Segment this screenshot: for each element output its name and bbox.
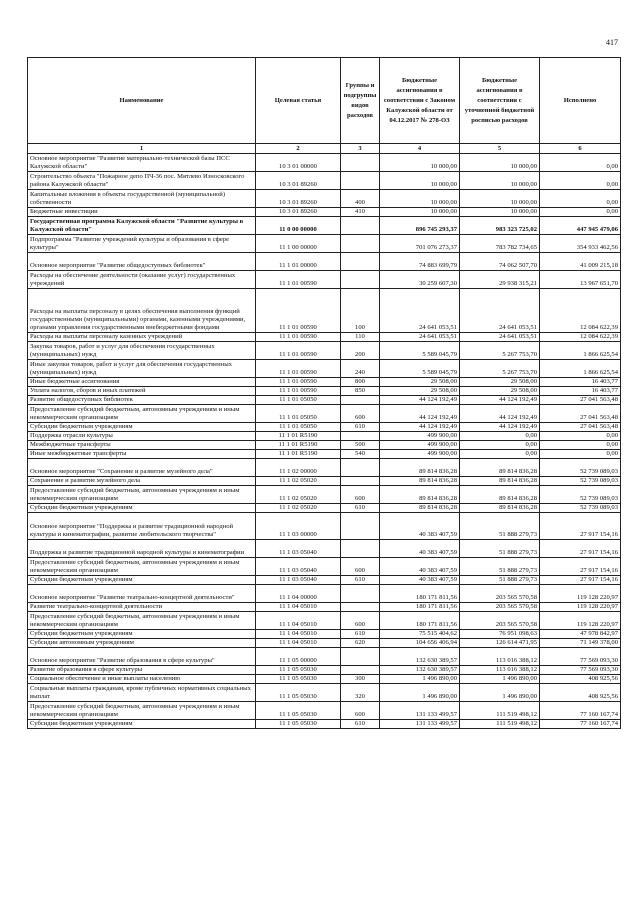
cell-updated-allocation: 0,00 — [460, 441, 540, 450]
table-row — [28, 235, 621, 253]
cell-updated-allocation: 5 267 753,70 — [460, 360, 540, 378]
cell-name: Субсидии бюджетным учреждениям — [28, 504, 256, 513]
cell-updated-allocation: 29 508,00 — [460, 378, 540, 387]
cell-expense-group: 800 — [341, 378, 380, 387]
cell-expense-group — [341, 432, 380, 441]
cell-target-article: 11 1 05 00000 — [256, 648, 341, 666]
cell-executed: 77 569 093,30 — [540, 648, 621, 666]
cell-target-article: 11 1 02 05020 — [256, 477, 341, 486]
cell-expense-group: 610 — [341, 630, 380, 639]
table-row — [28, 486, 621, 504]
cell-expense-group — [341, 648, 380, 666]
cell-executed: 47 978 842,97 — [540, 630, 621, 639]
cell-target-article: 11 1 05 05030 — [256, 666, 341, 675]
cell-target-article: 11 1 04 00000 — [256, 585, 341, 603]
cell-expense-group — [341, 513, 380, 540]
cell-law-allocation: 1 496 890,00 — [380, 675, 460, 684]
cell-expense-group: 100 — [341, 289, 380, 333]
cell-updated-allocation: 89 814 836,28 — [460, 459, 540, 477]
cell-expense-group: 610 — [341, 423, 380, 432]
table-row — [28, 504, 621, 513]
cell-law-allocation: 89 814 836,28 — [380, 486, 460, 504]
cell-target-article: 11 1 00 00000 — [256, 235, 341, 253]
cell-executed: 12 084 622,39 — [540, 289, 621, 333]
cell-law-allocation: 10 000,00 — [380, 190, 460, 208]
table-row — [28, 423, 621, 432]
cell-target-article: 11 1 05 05030 — [256, 684, 341, 702]
cell-executed: 52 739 089,03 — [540, 459, 621, 477]
table-header — [28, 58, 621, 144]
header-law-allocations: Бюджетные ассигнования в соответствии с Законом Калужской области от 04.12.2017 № 278-ОЗ — [380, 58, 460, 144]
cell-updated-allocation: 10 000,00 — [460, 190, 540, 208]
cell-expense-group: 110 — [341, 333, 380, 342]
cell-law-allocation: 131 133 499,57 — [380, 720, 460, 729]
cell-law-allocation: 180 171 811,56 — [380, 585, 460, 603]
cell-name: Строительство объекта "Пожарное депо ПЧ-36 пос. Мятлево Износковского района Калужской области" — [28, 172, 256, 190]
cell-expense-group — [341, 585, 380, 603]
cell-target-article: 11 1 01 R5190 — [256, 432, 341, 441]
table-row — [28, 387, 621, 396]
table-body — [28, 154, 621, 729]
table-row — [28, 684, 621, 702]
cell-name: Субсидии бюджетным учреждениям — [28, 423, 256, 432]
cell-executed: 27 041 563,48 — [540, 423, 621, 432]
cell-updated-allocation: 0,00 — [460, 432, 540, 441]
cell-name: Развитие образования в сфере культуры — [28, 666, 256, 675]
cell-updated-allocation: 24 641 053,51 — [460, 333, 540, 342]
cell-expense-group — [341, 477, 380, 486]
cell-updated-allocation: 74 062 507,70 — [460, 253, 540, 271]
page-number: 417 — [606, 38, 618, 47]
cell-expense-group: 500 — [341, 441, 380, 450]
cell-name: Основное мероприятие "Развитие материально-технической базы ПСС Калужской области" — [28, 154, 256, 172]
cell-law-allocation: 132 630 389,57 — [380, 648, 460, 666]
cell-expense-group: 600 — [341, 486, 380, 504]
header-executed: Исполнено — [540, 58, 621, 144]
cell-expense-group: 240 — [341, 360, 380, 378]
cell-law-allocation: 10 000,00 — [380, 154, 460, 172]
cell-name: Основное мероприятие "Сохранение и развитие музейного дела" — [28, 459, 256, 477]
cell-name: Субсидии бюджетным учреждениям — [28, 720, 256, 729]
cell-executed: 0,00 — [540, 172, 621, 190]
cell-executed: 119 128 220,97 — [540, 585, 621, 603]
column-number: 1 — [28, 144, 256, 154]
cell-expense-group: 600 — [341, 558, 380, 576]
header-expense-group: Группы и подгруппы видов расходов — [341, 58, 380, 144]
cell-name: Расходы на выплаты персоналу в целях обеспечения выполнения функций государственными (муниципальными) органами, казенными учреждениями, органами управления государственными внебюджетными фондами — [28, 289, 256, 333]
cell-expense-group: 850 — [341, 387, 380, 396]
cell-law-allocation: 499 900,00 — [380, 432, 460, 441]
cell-name: Основное мероприятие "Развитие образования в сфере культуры" — [28, 648, 256, 666]
table-row — [28, 603, 621, 612]
cell-name: Основное мероприятие "Развитие театрально-концертной деятельности" — [28, 585, 256, 603]
cell-updated-allocation: 10 000,00 — [460, 154, 540, 172]
cell-executed: 0,00 — [540, 208, 621, 217]
cell-name: Предоставление субсидий бюджетным, автономным учреждениям и иным некоммерческим организациям — [28, 558, 256, 576]
cell-target-article: 10 3 01 00000 — [256, 154, 341, 172]
cell-updated-allocation: 5 267 753,70 — [460, 342, 540, 360]
table-row — [28, 576, 621, 585]
cell-name: Расходы на обеспечение деятельности (оказание услуг) государственных учреждений — [28, 271, 256, 289]
column-number: 4 — [380, 144, 460, 154]
column-number: 2 — [256, 144, 341, 154]
cell-executed: 16 403,77 — [540, 387, 621, 396]
cell-updated-allocation: 24 641 053,51 — [460, 289, 540, 333]
cell-target-article: 11 1 05 05030 — [256, 720, 341, 729]
cell-law-allocation: 30 259 607,30 — [380, 271, 460, 289]
cell-executed: 16 403,77 — [540, 378, 621, 387]
cell-name: Основное мероприятие "Развитие общедоступных библиотек" — [28, 253, 256, 271]
cell-executed: 77 160 167,74 — [540, 702, 621, 720]
table-row — [28, 666, 621, 675]
cell-target-article: 11 1 01 00590 — [256, 387, 341, 396]
cell-target-article: 11 1 04 05010 — [256, 639, 341, 648]
cell-updated-allocation: 0,00 — [460, 450, 540, 459]
cell-name: Предоставление субсидий бюджетным, автономным учреждениям и иным некоммерческим организациям — [28, 486, 256, 504]
cell-executed: 52 739 089,03 — [540, 477, 621, 486]
cell-updated-allocation: 76 951 098,63 — [460, 630, 540, 639]
cell-executed: 1 866 625,54 — [540, 342, 621, 360]
cell-updated-allocation: 89 814 836,28 — [460, 486, 540, 504]
cell-law-allocation: 10 000,00 — [380, 172, 460, 190]
cell-expense-group — [341, 172, 380, 190]
cell-expense-group — [341, 235, 380, 253]
table-row — [28, 396, 621, 405]
cell-target-article: 11 1 02 05020 — [256, 504, 341, 513]
table-row — [28, 360, 621, 378]
cell-name: Развитие общедоступных библиотек — [28, 396, 256, 405]
table-row — [28, 289, 621, 333]
table-row — [28, 333, 621, 342]
table-row — [28, 450, 621, 459]
cell-target-article: 11 1 01 00590 — [256, 342, 341, 360]
cell-updated-allocation: 113 016 388,12 — [460, 648, 540, 666]
cell-name: Сохранение и развитие музейного дела — [28, 477, 256, 486]
cell-updated-allocation: 111 519 498,12 — [460, 720, 540, 729]
cell-executed: 408 925,56 — [540, 675, 621, 684]
table-row — [28, 271, 621, 289]
cell-target-article: 11 1 05 05030 — [256, 675, 341, 684]
cell-updated-allocation: 29 508,00 — [460, 387, 540, 396]
cell-name: Социальное обеспечение и иные выплаты населению — [28, 675, 256, 684]
cell-name: Подпрограмма "Развитие учреждений культуры и образования в сфере культуры" — [28, 235, 256, 253]
cell-target-article: 11 1 01 05050 — [256, 396, 341, 405]
cell-executed: 52 739 089,03 — [540, 504, 621, 513]
cell-name: Расходы на выплаты персоналу казенных учреждений — [28, 333, 256, 342]
cell-name: Основное мероприятие "Поддержка и развитие традиционной народной культуры и кинематографии, развитие любительского творчества" — [28, 513, 256, 540]
cell-executed: 0,00 — [540, 450, 621, 459]
cell-expense-group: 600 — [341, 405, 380, 423]
cell-name: Социальные выплаты гражданам, кроме публичных нормативных социальных выплат — [28, 684, 256, 702]
cell-name: Предоставление субсидий бюджетным, автономным учреждениям и иным некоммерческим организациям — [28, 612, 256, 630]
table-row — [28, 612, 621, 630]
cell-executed: 27 041 563,48 — [540, 396, 621, 405]
cell-target-article: 11 1 03 05040 — [256, 558, 341, 576]
cell-law-allocation: 40 383 407,59 — [380, 513, 460, 540]
cell-updated-allocation: 51 888 279,73 — [460, 558, 540, 576]
cell-expense-group — [341, 253, 380, 271]
cell-target-article: 11 1 03 00000 — [256, 513, 341, 540]
cell-expense-group — [341, 217, 380, 235]
cell-law-allocation: 499 900,00 — [380, 450, 460, 459]
cell-law-allocation: 896 745 293,37 — [380, 217, 460, 235]
cell-name: Капитальные вложения в объекты государственной (муниципальной) собственности — [28, 190, 256, 208]
table-row — [28, 702, 621, 720]
budget-table — [27, 57, 621, 729]
cell-name: Государственная программа Калужской области "Развитие культуры в Калужской области" — [28, 217, 256, 235]
cell-target-article: 10 3 01 89260 — [256, 208, 341, 217]
cell-updated-allocation: 203 565 570,58 — [460, 585, 540, 603]
table-row — [28, 378, 621, 387]
cell-executed: 71 149 378,00 — [540, 639, 621, 648]
cell-updated-allocation: 113 016 388,12 — [460, 666, 540, 675]
cell-expense-group — [341, 459, 380, 477]
cell-executed: 27 917 154,16 — [540, 558, 621, 576]
cell-executed: 12 084 622,39 — [540, 333, 621, 342]
cell-law-allocation: 132 630 389,57 — [380, 666, 460, 675]
cell-updated-allocation: 1 496 890,00 — [460, 675, 540, 684]
cell-updated-allocation: 89 814 836,28 — [460, 477, 540, 486]
header-updated-allocations: Бюджетные ассигнования в соответствии с уточненной бюджетной росписью расходов — [460, 58, 540, 144]
cell-target-article: 11 1 02 05020 — [256, 486, 341, 504]
cell-executed: 27 041 563,48 — [540, 405, 621, 423]
table-row — [28, 441, 621, 450]
table-row — [28, 639, 621, 648]
cell-law-allocation: 499 900,00 — [380, 441, 460, 450]
cell-updated-allocation: 10 000,00 — [460, 172, 540, 190]
cell-law-allocation: 29 508,00 — [380, 387, 460, 396]
table-row — [28, 217, 621, 235]
header-target-article: Целевая статья — [256, 58, 341, 144]
cell-expense-group: 610 — [341, 720, 380, 729]
cell-updated-allocation: 126 614 471,95 — [460, 639, 540, 648]
cell-target-article: 11 1 01 00590 — [256, 271, 341, 289]
table-row — [28, 154, 621, 172]
cell-executed: 27 917 154,16 — [540, 513, 621, 540]
cell-law-allocation: 5 589 045,79 — [380, 342, 460, 360]
cell-target-article: 11 0 00 00000 — [256, 217, 341, 235]
table-row — [28, 720, 621, 729]
cell-target-article: 11 1 03 05040 — [256, 540, 341, 558]
cell-executed: 354 933 462,56 — [540, 235, 621, 253]
cell-updated-allocation: 983 323 725,02 — [460, 217, 540, 235]
cell-law-allocation: 74 883 699,79 — [380, 253, 460, 271]
table-row — [28, 190, 621, 208]
cell-name: Предоставление субсидий бюджетным, автономным учреждениям и иным некоммерческим организациям — [28, 405, 256, 423]
cell-name: Поддержка отрасли культуры — [28, 432, 256, 441]
cell-target-article: 11 1 01 05050 — [256, 405, 341, 423]
cell-executed: 27 917 154,16 — [540, 540, 621, 558]
cell-law-allocation: 180 171 811,56 — [380, 603, 460, 612]
cell-updated-allocation: 89 814 836,28 — [460, 504, 540, 513]
cell-law-allocation: 131 133 499,57 — [380, 702, 460, 720]
header-name: Наименование — [28, 58, 256, 144]
cell-name: Бюджетные инвестиции — [28, 208, 256, 217]
cell-law-allocation: 89 814 836,28 — [380, 477, 460, 486]
cell-updated-allocation: 111 519 498,12 — [460, 702, 540, 720]
cell-updated-allocation: 203 565 570,58 — [460, 612, 540, 630]
cell-name: Межбюджетные трансферты — [28, 441, 256, 450]
cell-executed: 0,00 — [540, 441, 621, 450]
cell-name: Субсидии автономным учреждениям — [28, 639, 256, 648]
table-row — [28, 172, 621, 190]
cell-law-allocation: 75 515 404,62 — [380, 630, 460, 639]
cell-target-article: 11 1 01 00590 — [256, 289, 341, 333]
table-row — [28, 585, 621, 603]
cell-law-allocation: 40 383 407,59 — [380, 558, 460, 576]
cell-law-allocation: 89 814 836,28 — [380, 504, 460, 513]
cell-target-article: 10 3 01 89260 — [256, 190, 341, 208]
cell-updated-allocation: 44 124 192,49 — [460, 423, 540, 432]
cell-target-article: 11 1 01 R5190 — [256, 450, 341, 459]
cell-expense-group: 200 — [341, 342, 380, 360]
cell-executed: 41 009 215,18 — [540, 253, 621, 271]
cell-law-allocation: 1 496 890,00 — [380, 684, 460, 702]
cell-law-allocation: 44 124 192,49 — [380, 396, 460, 405]
cell-executed: 27 917 154,16 — [540, 576, 621, 585]
column-number: 5 — [460, 144, 540, 154]
cell-updated-allocation: 51 888 279,73 — [460, 576, 540, 585]
cell-expense-group — [341, 603, 380, 612]
cell-name: Иные межбюджетные трансферты — [28, 450, 256, 459]
cell-updated-allocation: 1 496 890,00 — [460, 684, 540, 702]
cell-law-allocation: 40 383 407,59 — [380, 576, 460, 585]
cell-law-allocation: 5 589 045,79 — [380, 360, 460, 378]
cell-law-allocation: 104 656 406,94 — [380, 639, 460, 648]
cell-updated-allocation: 51 888 279,73 — [460, 513, 540, 540]
cell-target-article: 11 1 05 05030 — [256, 702, 341, 720]
cell-executed: 52 739 089,03 — [540, 486, 621, 504]
cell-executed: 119 128 220,97 — [540, 612, 621, 630]
cell-law-allocation: 40 383 407,59 — [380, 540, 460, 558]
cell-updated-allocation: 44 124 192,49 — [460, 405, 540, 423]
cell-law-allocation: 10 000,00 — [380, 208, 460, 217]
cell-expense-group: 610 — [341, 576, 380, 585]
cell-target-article: 11 1 02 00000 — [256, 459, 341, 477]
cell-law-allocation: 24 641 053,51 — [380, 289, 460, 333]
cell-expense-group: 620 — [341, 639, 380, 648]
cell-name: Субсидии бюджетным учреждениям — [28, 576, 256, 585]
cell-target-article: 11 1 04 05010 — [256, 612, 341, 630]
cell-expense-group — [341, 154, 380, 172]
cell-target-article: 11 1 01 05050 — [256, 423, 341, 432]
cell-name: Уплата налогов, сборов и иных платежей — [28, 387, 256, 396]
cell-expense-group — [341, 271, 380, 289]
cell-target-article: 11 1 04 05010 — [256, 630, 341, 639]
cell-name: Иные закупки товаров, работ и услуг для обеспечения государственных (муниципальных) нужд — [28, 360, 256, 378]
cell-executed: 447 945 479,06 — [540, 217, 621, 235]
cell-updated-allocation: 44 124 192,49 — [460, 396, 540, 405]
table-row — [28, 648, 621, 666]
cell-law-allocation: 44 124 192,49 — [380, 423, 460, 432]
cell-executed: 77 569 093,30 — [540, 666, 621, 675]
table-row — [28, 477, 621, 486]
cell-law-allocation: 24 641 053,51 — [380, 333, 460, 342]
cell-expense-group: 410 — [341, 208, 380, 217]
cell-target-article: 10 3 01 89260 — [256, 172, 341, 190]
cell-law-allocation: 89 814 836,28 — [380, 459, 460, 477]
cell-executed: 0,00 — [540, 432, 621, 441]
column-number: 3 — [341, 144, 380, 154]
table-row — [28, 540, 621, 558]
cell-name: Развитие театрально-концертной деятельности — [28, 603, 256, 612]
cell-name: Субсидии бюджетным учреждениям — [28, 630, 256, 639]
table-row — [28, 208, 621, 217]
cell-name: Закупка товаров, работ и услуг для обеспечения государственных (муниципальных) нужд — [28, 342, 256, 360]
table-row — [28, 630, 621, 639]
cell-expense-group — [341, 540, 380, 558]
table-row — [28, 253, 621, 271]
cell-expense-group — [341, 666, 380, 675]
table-row — [28, 675, 621, 684]
cell-executed: 119 128 220,97 — [540, 603, 621, 612]
cell-executed: 0,00 — [540, 190, 621, 208]
table-row — [28, 459, 621, 477]
cell-executed: 408 925,56 — [540, 684, 621, 702]
cell-target-article: 11 1 01 00590 — [256, 333, 341, 342]
cell-expense-group: 600 — [341, 702, 380, 720]
cell-target-article: 11 1 01 R5190 — [256, 441, 341, 450]
cell-executed: 1 866 625,54 — [540, 360, 621, 378]
cell-name: Поддержка и развитие традиционной народной культуры и кинематографии — [28, 540, 256, 558]
cell-expense-group: 300 — [341, 675, 380, 684]
cell-law-allocation: 29 508,00 — [380, 378, 460, 387]
cell-name: Иные бюджетные ассигнования — [28, 378, 256, 387]
cell-expense-group: 600 — [341, 612, 380, 630]
cell-executed: 13 967 651,70 — [540, 271, 621, 289]
column-number: 6 — [540, 144, 621, 154]
table-row — [28, 558, 621, 576]
cell-law-allocation: 701 076 273,37 — [380, 235, 460, 253]
column-number-row — [28, 144, 621, 154]
table-row — [28, 405, 621, 423]
cell-executed: 0,00 — [540, 154, 621, 172]
cell-updated-allocation: 51 888 279,73 — [460, 540, 540, 558]
cell-updated-allocation: 10 000,00 — [460, 208, 540, 217]
cell-expense-group: 400 — [341, 190, 380, 208]
table-row — [28, 513, 621, 540]
cell-target-article: 11 1 03 05040 — [256, 576, 341, 585]
cell-name: Предоставление субсидий бюджетным, автономным учреждениям и иным некоммерческим организациям — [28, 702, 256, 720]
table-row — [28, 342, 621, 360]
cell-target-article: 11 1 04 05010 — [256, 603, 341, 612]
cell-expense-group — [341, 396, 380, 405]
cell-law-allocation: 180 171 811,56 — [380, 612, 460, 630]
cell-updated-allocation: 29 938 315,21 — [460, 271, 540, 289]
cell-target-article: 11 1 01 00590 — [256, 360, 341, 378]
cell-target-article: 11 1 01 00590 — [256, 378, 341, 387]
cell-expense-group: 610 — [341, 504, 380, 513]
cell-target-article: 11 1 01 00000 — [256, 253, 341, 271]
cell-law-allocation: 44 124 192,49 — [380, 405, 460, 423]
cell-updated-allocation: 783 782 734,65 — [460, 235, 540, 253]
cell-expense-group: 540 — [341, 450, 380, 459]
cell-executed: 77 160 167,74 — [540, 720, 621, 729]
cell-updated-allocation: 203 565 570,58 — [460, 603, 540, 612]
table-row — [28, 432, 621, 441]
cell-expense-group: 320 — [341, 684, 380, 702]
